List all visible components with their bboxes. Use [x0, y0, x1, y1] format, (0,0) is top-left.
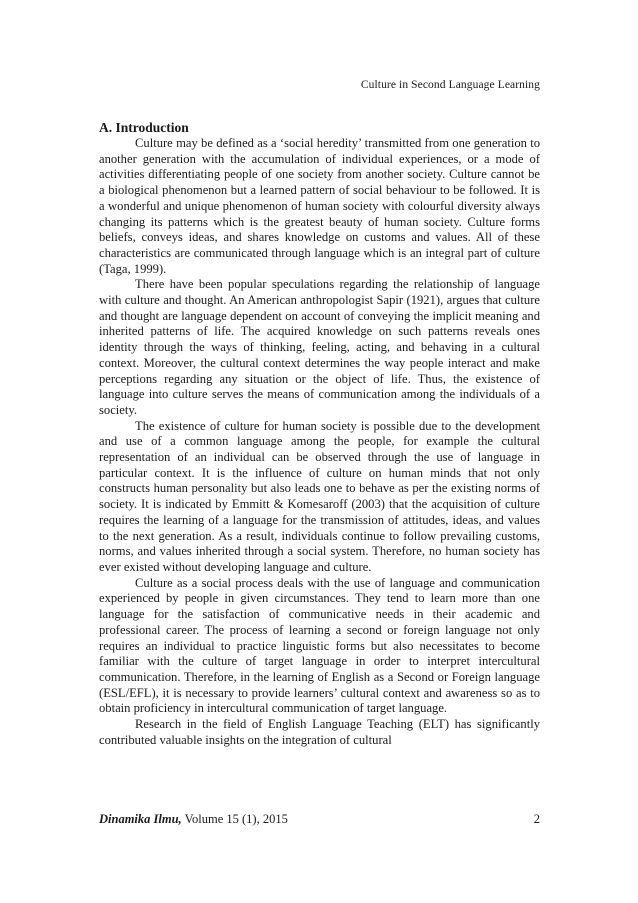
paragraph-4: Culture as a social process deals with the use of language and communication experienced by people in given circumstances. They tend to learn more than one language for the satisfaction of communicative needs in their academic and professional career. The process of learning a second or foreign language not only requires an individual to practice linguistic forms but also necessitates to become familiar with the culture of target language in order to interpret intercultural communication. Therefore, in the learning of English as a Second or Foreign language (ESL/EFL), it is necessary to provide learners’ cultural context and awareness so as to obtain proficiency in intercultural communication of target language.	[99, 575, 540, 716]
footer-volume: Volume 15 (1), 2015	[184, 812, 288, 826]
paragraph-1: Culture may be defined as a ‘social heredity’ transmitted from one generation to another generation with the accumulation of individual experiences, or a mode of activities differentiating people of one society from another society. Culture cannot be a biological phenomenon but a learned pattern of social behaviour to be followed. It is a wonderful and unique phenomenon of human society with colourful diversity always changing its patterns which is the greatest beauty of human society. Culture forms beliefs, conveys ideas, and shares knowledge on customs and values. All of these characteristics are communicated through language which is an integral part of culture (Taga, 1999).	[99, 136, 540, 276]
paragraph-3: The existence of culture for human society is possible due to the development and use of a common language among the people, for example the cultural representation of an individual can be observed through the use of language in particular context. It is the influence of culture on human minds that not only constructs human personality but also leads one to behave as per the existing norms of society. It is indicated by Emmitt & Komesaroff (2003) that the acquisition of culture requires the learning of a language for the transmission of attitudes, ideas, and values to the next generation. As a result, individuals continue to follow prevailing customs, norms, and values inherited through a social system. Therefore, no human society has ever existed without developing language and culture.	[99, 418, 540, 574]
footer-journal-name: Dinamika Ilmu,	[99, 812, 182, 826]
paragraph-5: Research in the field of English Language Teaching (ELT) has significantly contributed valuable insights on the integration of cultural	[99, 717, 540, 747]
page-footer	[99, 812, 540, 827]
section-heading	[99, 120, 540, 136]
section-number: A.	[99, 120, 113, 135]
page-number: 2	[533, 812, 540, 826]
running-header: Culture in Second Language Learning	[360, 79, 540, 91]
body-content	[99, 120, 540, 748]
section-title: Introduction	[115, 120, 189, 135]
paragraph-2: There have been popular speculations regarding the relationship of language with culture and thought. An American anthropologist Sapir (1921), argues that culture and thought are language dependent on account of conveying the implicit meaning and inherited patterns of life. The acquired knowledge on such patterns reveals ones identity through the ways of thinking, feeling, acting, and behaving in a cultural context. Moreover, the cultural context determines the way people interact and make perceptions regarding any situation or the object of life. Thus, the existence of language into culture serves the means of communication among the individuals of a society.	[99, 277, 540, 417]
